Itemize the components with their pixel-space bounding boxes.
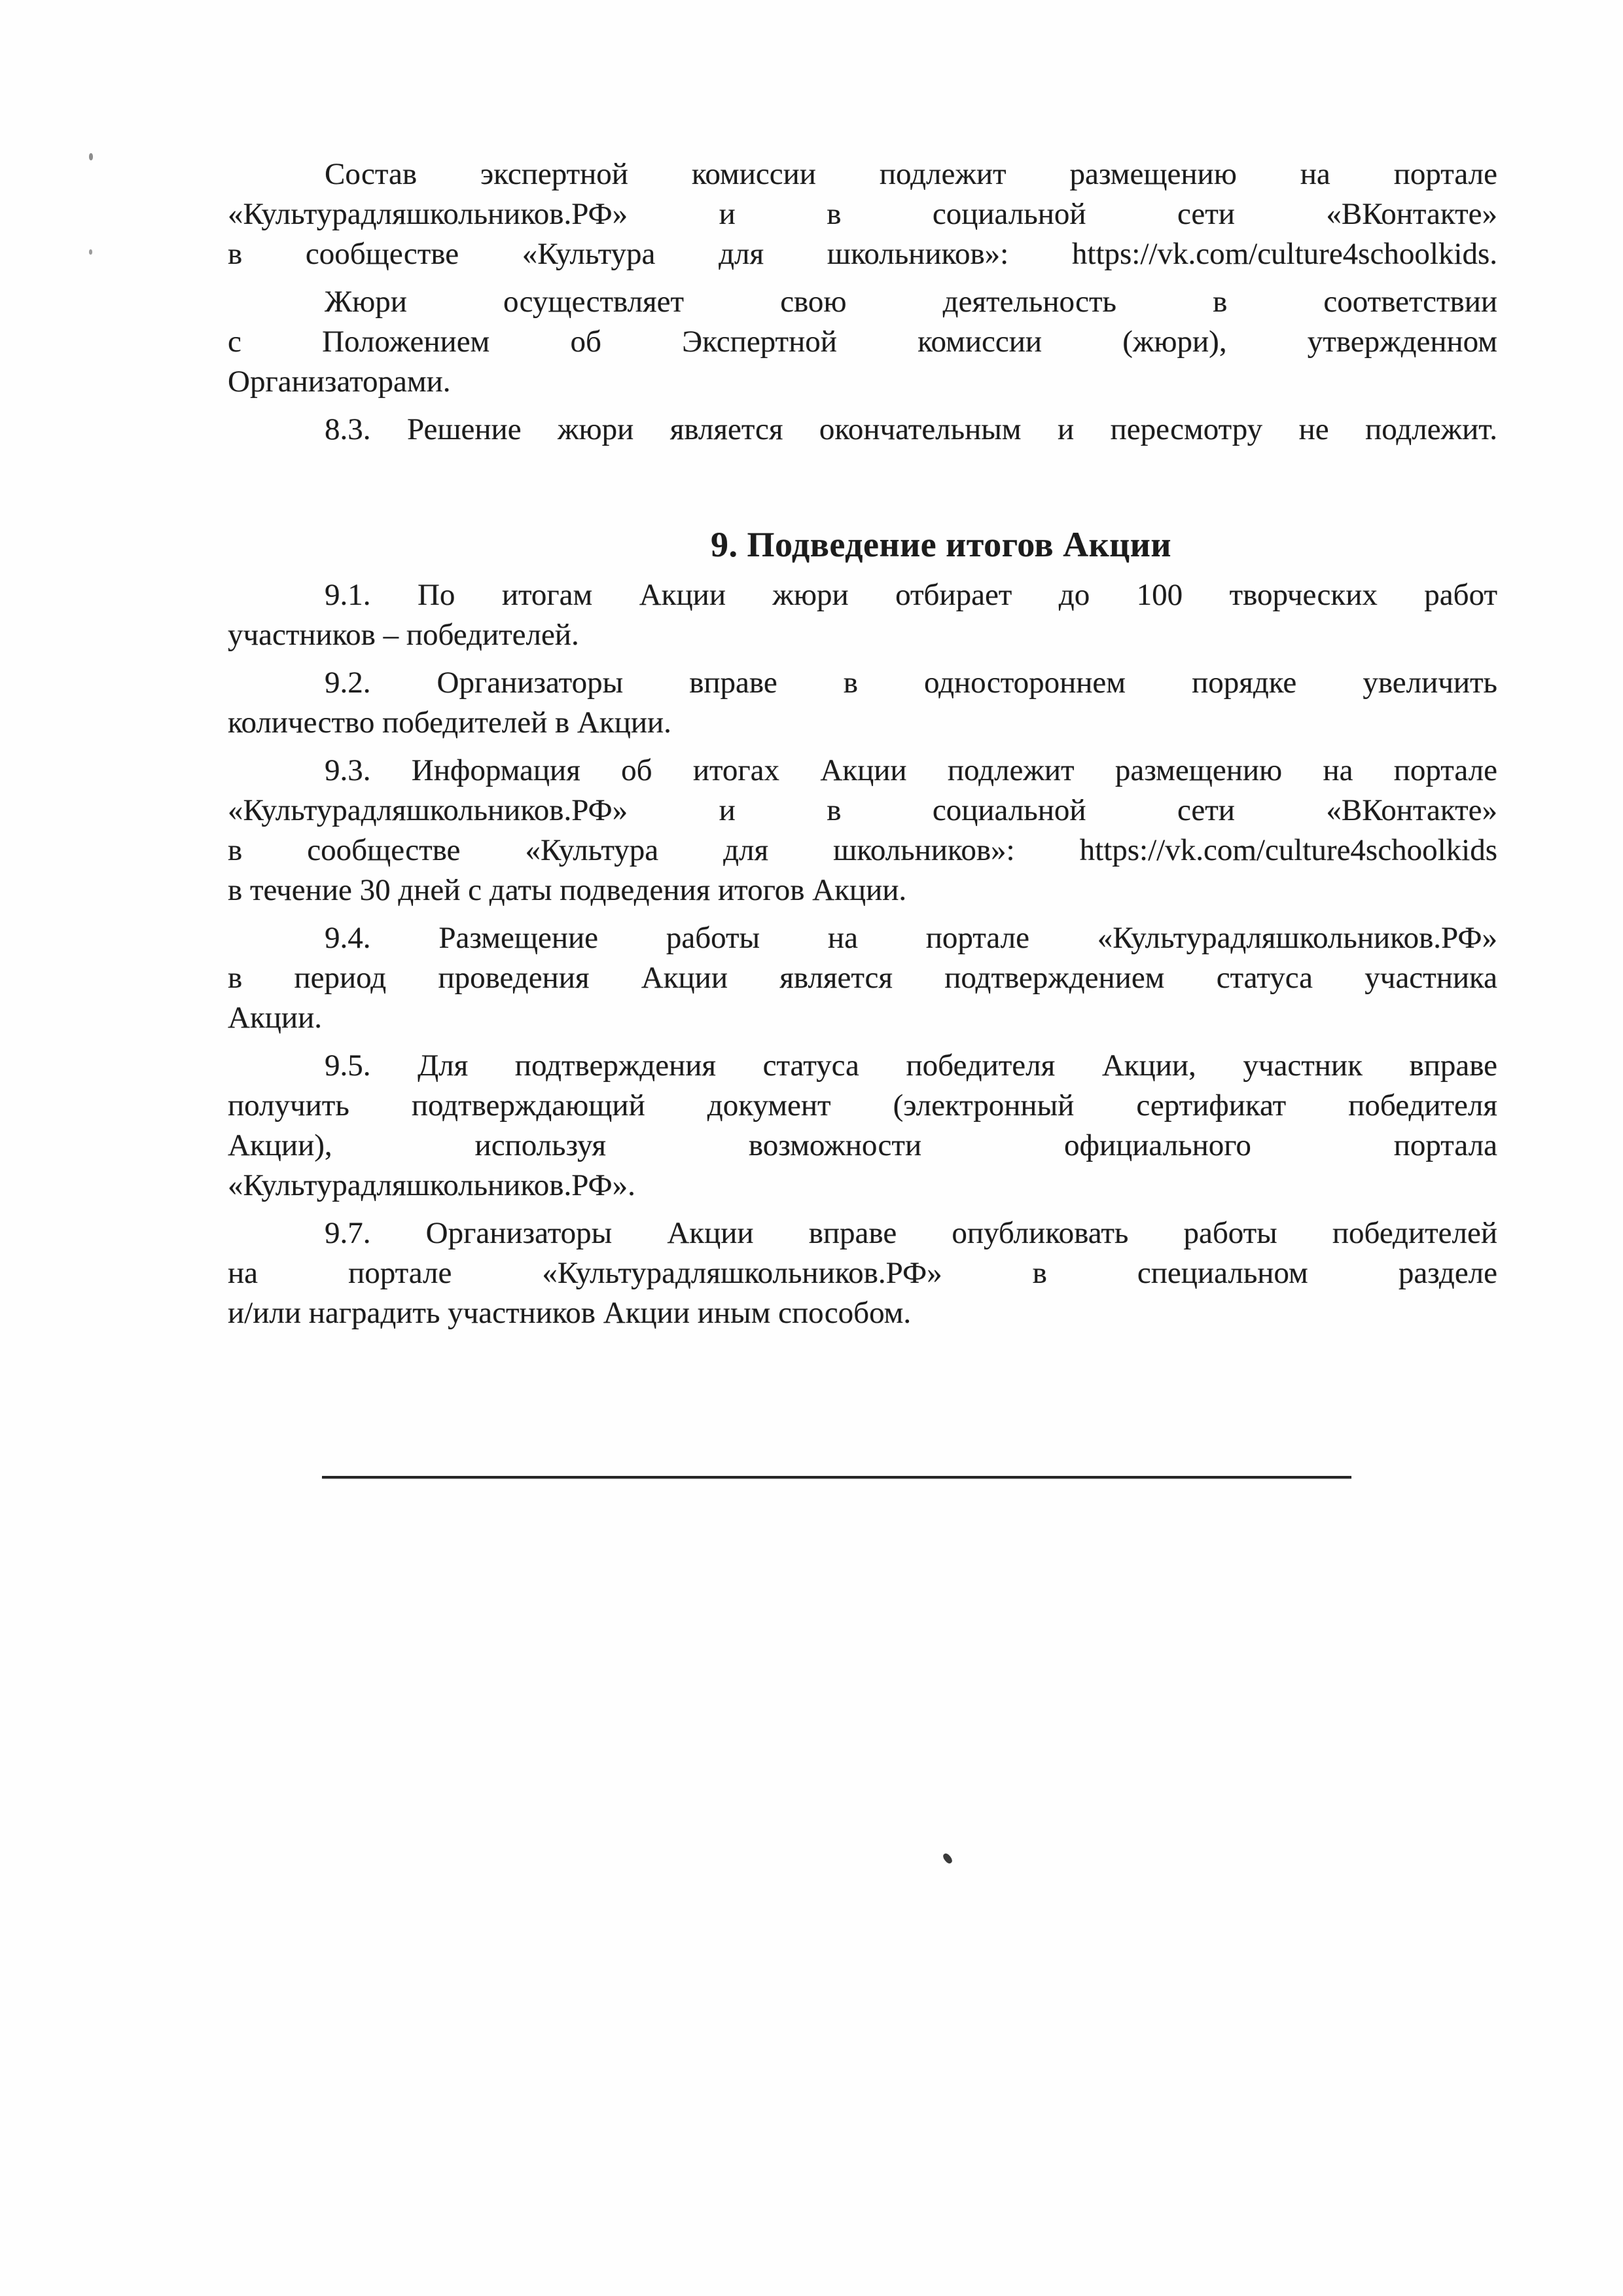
text-line: Организаторами. [228, 365, 451, 399]
text-line: «Культурадляшкольников.РФ» и в социальной сети «ВКонтакте» [228, 793, 1497, 827]
paragraph [228, 154, 1497, 274]
text-line: Состав экспертной комиссии подлежит размещению на портале [325, 157, 1497, 191]
text-line: и/или наградить участников Акции иным способом. [228, 1296, 912, 1330]
signature-line [322, 1476, 1351, 1479]
text-line: с Положением об Экспертной комиссии (жюри), утвержденном [228, 325, 1497, 359]
text-line: в сообществе «Культура для школьников»: https://vk.com/culture4schoolkids [228, 833, 1497, 867]
paragraph [228, 1046, 1497, 1206]
text-line: 9.2. Организаторы вправе в одностороннем порядке увеличить [325, 666, 1497, 700]
text-line: Акции. [228, 1001, 322, 1035]
text-line: 8.3. Решение жюри является окончательным и пересмотру не подлежит. [325, 412, 1497, 446]
text-line: 9.4. Размещение работы на портале «Культурадляшкольников.РФ» [325, 921, 1497, 955]
text-line: в период проведения Акции является подтверждением статуса участника [228, 961, 1497, 995]
text-line: получить подтверждающий документ (электронный сертификат победителя [228, 1088, 1497, 1122]
paragraph [228, 575, 1497, 655]
paragraph [228, 410, 1497, 450]
text-line: 9.5. Для подтверждения статуса победителя Акции, участник вправе [325, 1049, 1497, 1083]
paragraph [228, 663, 1497, 743]
text-line: «Культурадляшкольников.РФ» и в социальной сети «ВКонтакте» [228, 197, 1497, 231]
text-line: 9.1. По итогам Акции жюри отбирает до 100 творческих работ [325, 578, 1497, 612]
text-line: участников – победителей. [228, 618, 579, 652]
scan-speck [89, 153, 93, 160]
text-line: Акции), используя возможности официального портала [228, 1128, 1497, 1162]
text-line: «Культурадляшкольников.РФ». [228, 1168, 635, 1202]
document-body [228, 154, 1497, 1341]
text-line: в сообществе «Культура для школьников»: https://vk.com/culture4schoolkids. [228, 237, 1497, 271]
text-line: Жюри осуществляет свою деятельность в соответствии [325, 285, 1497, 319]
paragraph [228, 282, 1497, 402]
text-line: на портале «Культурадляшкольников.РФ» в специальном разделе [228, 1256, 1497, 1290]
text-line: 9.7. Организаторы Акции вправе опубликовать работы победителей [325, 1216, 1497, 1250]
text-line: в течение 30 дней с даты подведения итогов Акции. [228, 873, 907, 907]
text-line: количество победителей в Акции. [228, 706, 671, 740]
scan-speck [942, 1852, 954, 1865]
section-heading: 9. Подведение итогов Акции [710, 525, 1172, 564]
text-line: 9.3. Информация об итогах Акции подлежит размещению на портале [325, 753, 1497, 787]
paragraph [228, 1213, 1497, 1333]
paragraph [228, 918, 1497, 1038]
scan-speck [89, 249, 92, 255]
paragraph [228, 751, 1497, 910]
